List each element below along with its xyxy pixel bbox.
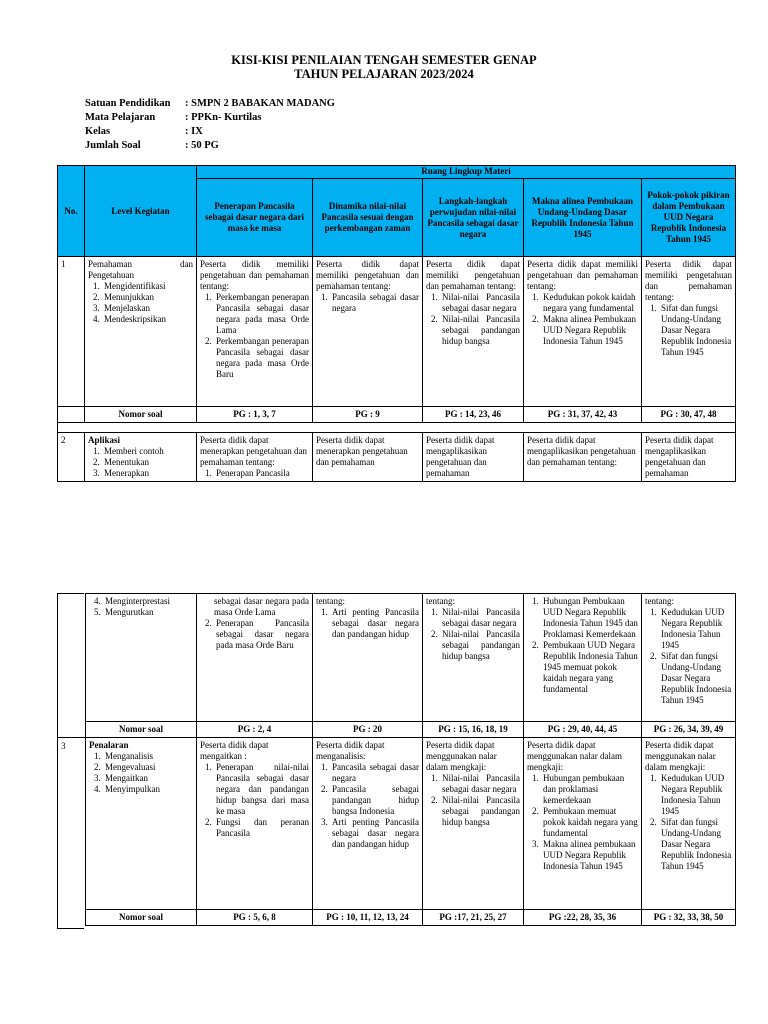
header-col3: Langkah-langkah perwujudan nilai-nilai Pancasila sebagai dasar negara [423, 179, 524, 257]
header-col5: Pokok-pokok pikiran dalam Pembukaan UUD Negara Republik Indonesia Tahun 1945 [642, 179, 736, 257]
level-cell [85, 433, 197, 482]
pg-numbers: PG : 14, 23, 46 [423, 407, 524, 423]
indicator-intro: Peserta didik dapat memiliki pengetahuan dan pemahaman tentang: [426, 259, 520, 291]
list-item: 1. Hubungan Pembukaan UUD Negara Republik Indonesia Tahun 1945 dan Proklamasi Kemerdekaan [541, 596, 638, 640]
kisi-table-page1 [57, 165, 736, 482]
list-item: 1. Mengidentifikasi [102, 281, 193, 292]
list-item: 2. Penerapan Pancasila sebagai dasar negara pada masa Orde Baru [214, 618, 309, 651]
list-item: 4. Menyimpulkan [103, 784, 193, 795]
indicator-list [426, 773, 520, 828]
indicator-list [645, 303, 732, 358]
list-item: 2. Sifat dan fungsi Undang-Undang Dasar Negara Republik Indonesia Tahun 1945 [659, 817, 732, 872]
indicator-list [527, 292, 638, 347]
header-col2: Dinamika nilai-nilai Pancasila sesuai dengan perkembangan zaman [313, 179, 423, 257]
level-list [89, 596, 193, 618]
list-item: 2. Nilai-nilai Pancasila sebagai pandangan hidup bangsa [440, 629, 520, 662]
list-item: 2. Sifat dan fungsi Undang-Undang Dasar Negara Republik Indonesia Tahun 1945 [659, 651, 732, 706]
indicator-cell [642, 257, 736, 407]
pg-numbers: PG : 31, 37, 42, 43 [524, 407, 642, 423]
indicator-cell [524, 594, 642, 722]
list-item: 4. Mendeskripsikan [102, 314, 193, 325]
indicator-intro: Peserta didik dapat menggunakan nalar dalam mengkaji: [527, 740, 622, 772]
list-item: 1. Pancasila sebagai dasar negara [330, 762, 419, 784]
indicator-list [316, 607, 419, 640]
indicator-cell [313, 257, 423, 407]
list-item: 1. Arti penting Pancasila sebagai dasar negara dan pandangan hidup [330, 607, 419, 640]
indicator-list [645, 773, 732, 872]
row-number: 2 [58, 433, 85, 482]
info-value: : PPKn- Kurtilas [185, 112, 262, 123]
nomor-soal-label: Nomor soal [86, 722, 197, 738]
indicator-cell [524, 257, 642, 407]
info-value: : IX [185, 126, 203, 137]
indicator-intro: Peserta didik dapat mengaitkan : [200, 740, 269, 761]
pg-numbers: PG : 2, 4 [197, 722, 313, 738]
list-item: 1. Kedudukan UUD Negara Republik Indonesia Tahun 1945 [659, 773, 732, 817]
list-item: 1. Hubungan pembukaan dan proklamasi kemerdekaan [541, 773, 638, 806]
indicator-continued: sebagai dasar negara pada masa Orde Lama [214, 596, 309, 617]
indicator-list [426, 292, 520, 347]
header-level: Level Kegiatan [85, 166, 197, 257]
indicator-list [200, 468, 309, 479]
header-col1: Penerapan Pancasila sebagai dasar negara dari masa ke masa [197, 179, 313, 257]
indicator-cell [197, 433, 313, 482]
header-no: No. [58, 166, 85, 257]
table-row [58, 257, 736, 407]
list-item: 2. Menunjukkan [102, 292, 193, 303]
info-value: : 50 PG [185, 140, 219, 151]
nomor-soal-row [86, 722, 736, 738]
indicator-intro: Peserta didik dapat menggunakan nalar dalam mengkaji: [645, 740, 716, 772]
list-item: 1. Nilai-nilai Pancasila sebagai dasar negara [440, 292, 520, 314]
list-item: 2. Pancasila sebagai pandangan hidup bangsa Indonesia [330, 784, 419, 817]
info-key: Jumlah Soal [85, 140, 141, 151]
pg-numbers: PG : 1, 3, 7 [197, 407, 313, 423]
indicator-list [200, 292, 309, 380]
indicator-intro: Peserta didik dapat memiliki pengetahuan dan pemahaman tentang: [645, 259, 732, 302]
indicator-cell [197, 738, 313, 910]
level-title: Aplikasi [88, 435, 121, 445]
list-item: 2. Perkembangan penerapan Pancasila sebagai dasar negara pada masa Orde Baru [214, 336, 309, 380]
table-row [58, 433, 736, 482]
list-item: 2. Mengevaluasi [103, 762, 193, 773]
list-item: 2. Pembukaan UUD Negara Republik Indonesia Tahun 1945 memuat pokok kaidah negara yang fundamental [541, 640, 638, 695]
list-item: 1. Nilai-nilai Pancasila sebagai dasar negara [440, 607, 520, 629]
indicator-intro: Peserta didik dapat menganalisis: [316, 740, 385, 761]
nomor-soal-row [58, 407, 736, 423]
list-item: 1. Penerapan nilai-nilai Pancasila sebagai dasar negara dan pandangan hidup bangsa dari masa ke masa [214, 762, 309, 817]
document-subtitle: TAHUN PELAJARAN 2023/2024 [294, 67, 474, 81]
info-block [85, 97, 335, 153]
no-column-continuation [57, 593, 84, 929]
info-row-satuan [85, 97, 335, 111]
header-ruang-lingkup: Ruang Lingkup Materi [197, 166, 736, 179]
list-item: 4. Menginterprestasi [103, 596, 193, 607]
indicator-list [316, 292, 419, 314]
list-item: 3. Makna alinea pembukaan UUD Negara Republik Indonesia Tahun 1945 [541, 839, 638, 872]
indicator-list [316, 762, 419, 850]
list-item: 2. Pembukaan memuat pokok kaidah negara yang fundamental [541, 806, 638, 839]
level-title: Penalaran [89, 740, 129, 750]
indicator-cell [524, 738, 642, 910]
list-item: 1. Kedudukan UUD Negara Republik Indonesia Tahun 1945 [659, 607, 732, 651]
indicator-intro: Peserta didik memiliki pengetahuan dan pemahaman tentang: [200, 259, 309, 291]
list-item: 1. Penerapan Pancasila [214, 468, 309, 479]
row-number: 1 [58, 257, 85, 407]
list-item: 3. Menjelaskan [102, 303, 193, 314]
level-list [88, 446, 193, 479]
list-item: 2. Menentukan [102, 457, 193, 468]
pg-numbers: PG : 30, 47, 48 [642, 407, 736, 423]
header-col4: Makna alinea Pembukaan Undang-Undang Dasar Republik Indonesia Tahun 1945 [524, 179, 642, 257]
nomor-soal-row [86, 910, 736, 926]
indicator-list [527, 596, 638, 695]
list-item: 1. Kedudukan pokok kaidah negara yang fundamental [541, 292, 638, 314]
indicator-cell [642, 738, 736, 910]
level-cell [86, 738, 197, 910]
pg-numbers: PG : 10, 11, 12, 13, 24 [313, 910, 423, 926]
level-cell [85, 257, 197, 407]
info-row-jumlah [85, 139, 335, 153]
nomor-soal-label: Nomor soal [85, 407, 197, 423]
list-item: 3. Menerapkan [102, 468, 193, 479]
indicator-list [527, 773, 638, 872]
level-cell [86, 594, 197, 722]
indicator-list [645, 607, 732, 706]
pg-numbers: PG : 9 [313, 407, 423, 423]
indicator-cell [313, 738, 423, 910]
list-item: 1. Sifat dan fungsi Undang-Undang Dasar Negara Republik Indonesia Tahun 1945 [659, 303, 732, 358]
indicator-cell [423, 738, 524, 910]
indicator-intro: tentang: [645, 596, 674, 606]
info-value: : SMPN 2 BABAKAN MADANG [185, 98, 335, 109]
pg-numbers: PG : 15, 16, 18, 19 [423, 722, 524, 738]
pg-numbers: PG :17, 21, 25, 27 [423, 910, 524, 926]
pg-numbers: PG : 32, 33, 38, 50 [642, 910, 736, 926]
kisi-table-page2 [85, 593, 736, 926]
level-title: Pemahaman dan Pengetahuan [88, 259, 193, 280]
info-row-kelas [85, 125, 335, 139]
indicator-intro: Peserta didik dapat memiliki pengetahuan dan pemahaman tentang: [527, 259, 638, 291]
pg-numbers: PG : 5, 6, 8 [197, 910, 313, 926]
pg-numbers: PG : 20 [313, 722, 423, 738]
indicator-cell: Peserta didik dapat mengaplikasikan pengetahuan dan pemahaman tentang: [524, 433, 642, 482]
indicator-intro: tentang: [316, 596, 345, 606]
pg-numbers: PG : 29, 40, 44, 45 [524, 722, 642, 738]
list-item: 2. Fungsi dan peranan Pancasila [214, 817, 309, 839]
indicator-cell [642, 594, 736, 722]
list-item: 2. Nilai-nilai Pancasila sebagai pandangan hidup bangsa [440, 795, 520, 828]
pg-numbers: PG : 26, 34, 39, 49 [642, 722, 736, 738]
indicator-intro: Peserta didik dapat menerapkan pengetahuan dan pemahaman tentang: [200, 435, 307, 467]
indicator-list [426, 607, 520, 662]
indicator-cell [197, 594, 313, 722]
indicator-cell [423, 594, 524, 722]
indicator-cell: Peserta didik dapat mengaplikasikan pengetahuan dan pemahaman [642, 433, 736, 482]
indicator-list [200, 618, 309, 651]
list-item: 2. Nilai-nilai Pancasila sebagai pandangan hidup bangsa [440, 314, 520, 347]
list-item: 5. Mengurutkan [103, 607, 193, 618]
indicator-intro: Peserta didik dapat menggunakan nalar dalam mengkaji: [426, 740, 497, 772]
list-item: 1. Memberi contoh [102, 446, 193, 457]
list-item: 1. Nilai-nilai Pancasila sebagai dasar negara [440, 773, 520, 795]
list-item: 1. Pancasila sebagai dasar negara [330, 292, 419, 314]
indicator-cell [423, 257, 524, 407]
indicator-intro: tentang: [426, 596, 455, 606]
info-key: Satuan Pendidikan [85, 98, 171, 109]
level-list [89, 751, 193, 795]
nomor-soal-label: Nomor soal [86, 910, 197, 926]
list-item: 3. Arti penting Pancasila sebagai dasar negara dan pandangan hidup [330, 817, 419, 850]
indicator-list [200, 762, 309, 839]
indicator-cell [197, 257, 313, 407]
indicator-cell: Peserta didik dapat menerapkan pengetahuan dan pemahaman [313, 433, 423, 482]
level-list [88, 281, 193, 325]
indicator-cell [313, 594, 423, 722]
indicator-intro: Peserta didik dapat memiliki pengetahuan dan pemahaman tentang: [316, 259, 419, 291]
table-row [86, 594, 736, 722]
list-item: 2. Makna alinea Pembukaan UUD Negara Republik Indonesia Tahun 1945 [541, 314, 638, 347]
indicator-cell: Peserta didik dapat mengaplikasikan pengetahuan dan pemahaman [423, 433, 524, 482]
document-title: KISI-KISI PENILAIAN TENGAH SEMESTER GENAP [231, 53, 537, 67]
info-key: Mata Pelajaran [85, 112, 156, 123]
row-number: 3 [61, 741, 66, 751]
list-item: 1. Perkembangan penerapan Pancasila sebagai dasar negara pada masa Orde Lama [214, 292, 309, 336]
row-separator [57, 737, 85, 738]
info-row-mapel [85, 111, 335, 125]
pg-numbers: PG :22, 28, 35, 36 [524, 910, 642, 926]
table-row [86, 738, 736, 910]
info-key: Kelas [85, 126, 111, 137]
list-item: 1. Menganalisis [103, 751, 193, 762]
list-item: 3. Mengaitkan [103, 773, 193, 784]
